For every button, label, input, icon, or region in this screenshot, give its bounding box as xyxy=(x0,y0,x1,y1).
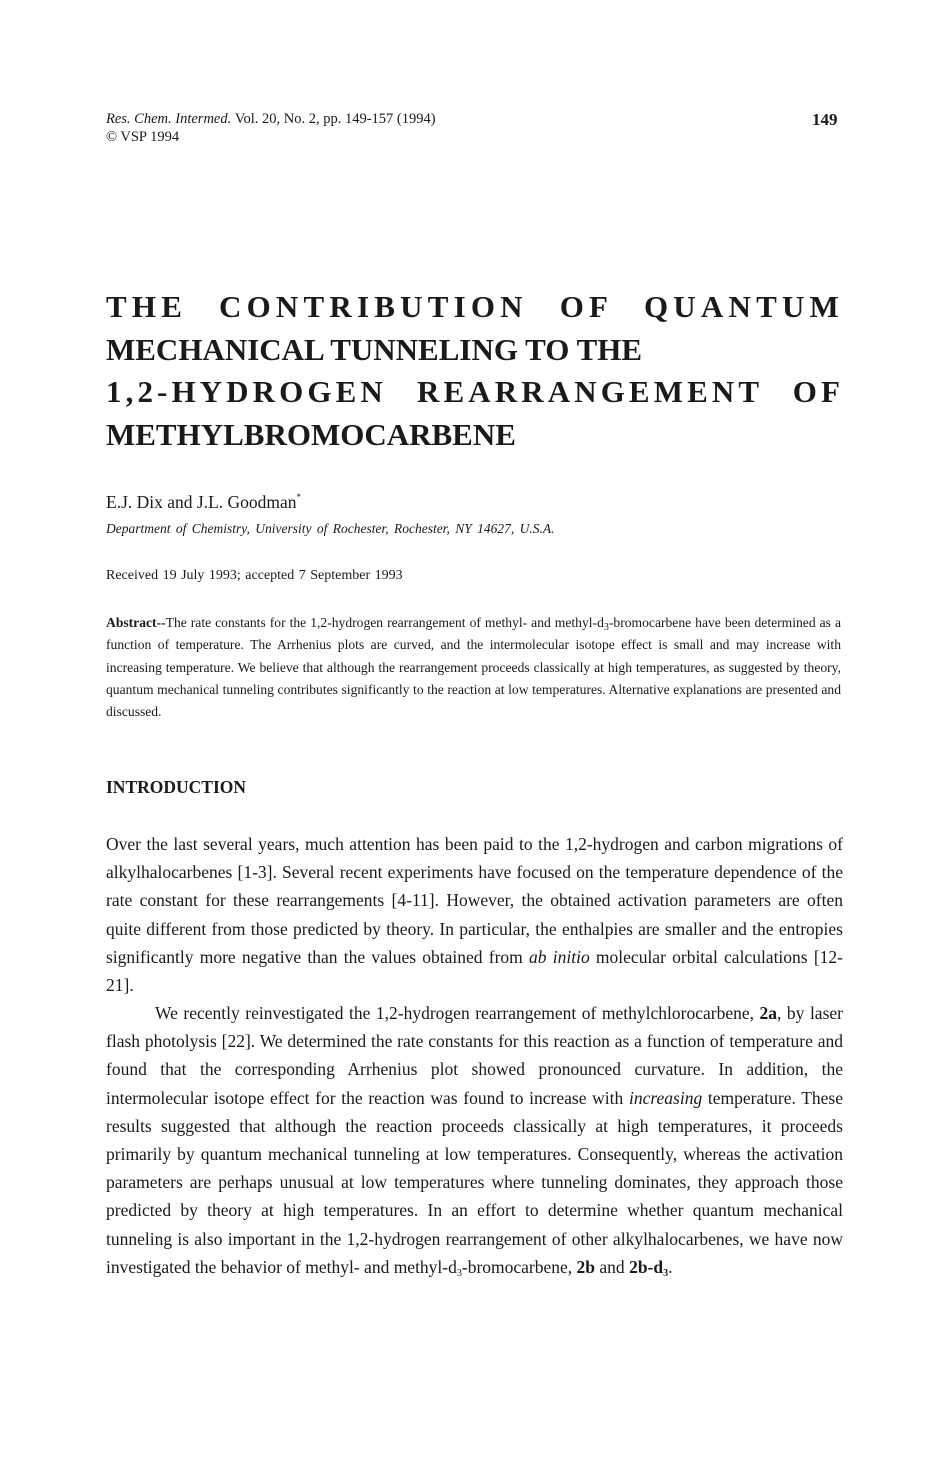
p2-text-b: , by laser flash photolysis [22]. We determined the rate constants for this reaction as a function of temperature and found that the corresponding Arrhenius plot showed pronounced curvature. In addition, the intermolecular isotope effect for the reaction was found to increase with xyxy=(106,1003,843,1108)
compound-2a: 2a xyxy=(759,1003,778,1023)
p1-text-b: molecular orbital calculations [12-21]. xyxy=(106,946,843,996)
authors xyxy=(106,492,301,513)
compound-2b-d3 xyxy=(629,1257,668,1277)
p2-text-c: temperature. These results suggested that although the reaction proceeds classically at high temperatures, it proceeds primarily by quantum mechanical tunneling at low temperatures. Consequently, whereas the activation parameters are perhaps unusual at low temperatures where tunneling dominates, they approach those predicted by theory at high temperatures. In an effort to determine whether quantum mechanical tunneling is also important in the 1,2-hydrogen rearrangement of other alkylhalocarbenes, we have now investigated the behavior of methyl- and methyl-d xyxy=(106,1087,843,1277)
journal-name: Res. Chem. Intermed. xyxy=(106,111,232,127)
received-dates: Received 19 July 1993; accepted 7 September 1993 xyxy=(106,568,403,583)
p2-subscript: 3 xyxy=(456,1267,462,1279)
intro-paragraph-1 xyxy=(106,830,843,999)
p2-text-d: -bromocarbene, xyxy=(461,1256,577,1277)
p2-text-f: . xyxy=(668,1256,673,1277)
volume-info: Vol. 20, No. 2, pp. 149-157 (1994) xyxy=(234,111,436,127)
abstract xyxy=(106,612,841,723)
section-heading-introduction: INTRODUCTION xyxy=(106,777,247,797)
intro-paragraph-2 xyxy=(106,999,843,1281)
p2-italic: increasing xyxy=(628,1087,703,1108)
abstract-label: Abstract-- xyxy=(106,615,166,630)
corresponding-author-marker: * xyxy=(296,492,302,502)
author-names: E.J. Dix and J.L. Goodman xyxy=(106,492,297,512)
compound-2b-d3-text: 2b-d xyxy=(629,1256,664,1277)
affiliation: Department of Chemistry, University of Rochester, Rochester, NY 14627, U.S.A. xyxy=(106,521,555,536)
paper-title xyxy=(106,286,844,456)
page-number: 149 xyxy=(812,110,838,129)
title-line-3: 1,2-HYDROGEN REARRANGEMENT OF xyxy=(106,374,844,409)
abstract-text-2: -bromocarbene have been determined as a function of temperature. The Arrhenius plots are curved, and the intermolecular isotope effect is small and may increase with increasing temperature. We believe that although the rearrangement proceeds classically at high temperatures, as suggested by theory, quantum mechanical tunneling contributes significantly to the reaction at low temperatures. Alternative explanations are presented and discussed. xyxy=(106,615,842,720)
p2-text-e: and xyxy=(595,1256,630,1277)
journal-citation xyxy=(106,110,436,146)
copyright-line: © VSP 1994 xyxy=(106,129,180,145)
title-line-4: METHYLBROMOCARBENE xyxy=(106,416,516,452)
title-line-2: MECHANICAL TUNNELING TO THE xyxy=(106,331,643,367)
p1-italic: ab initio xyxy=(529,946,590,967)
title-line-1: THE CONTRIBUTION OF QUANTUM xyxy=(106,289,844,324)
abstract-subscript: 3 xyxy=(603,622,609,633)
abstract-text-1: The rate constants for the 1,2-hydrogen rearrangement of methyl- and methyl-d xyxy=(165,615,604,630)
compound-2b: 2b xyxy=(576,1256,596,1277)
compound-2b-d3-subscript: 3 xyxy=(663,1267,669,1279)
p1-text-a: Over the last several years, much attention has been paid to the 1,2-hydrogen and carbon migrations of alkylhalocarbenes [1-3]. Several recent experiments have focused on the temperature dependence of the rate constant for these rearrangements [4-11]. However, the obtained activation parameters are often quite different from those predicted by theory. In particular, the enthalpies are smaller and the entropies significantly more negative than the values obtained from xyxy=(106,834,843,967)
p2-text-a: We recently reinvestigated the 1,2-hydrogen rearrangement of methylchlorocarbene, xyxy=(155,1003,760,1023)
